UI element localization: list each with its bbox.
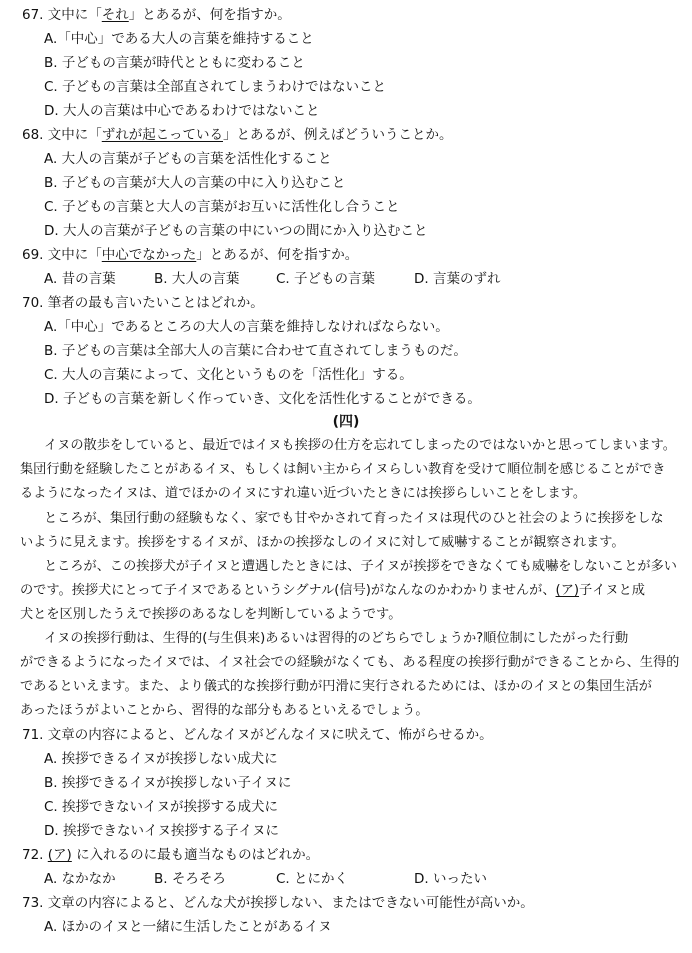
underlined-term: 中心でなかった <box>101 247 197 263</box>
question-text: 69. 文中に「 <box>22 247 102 263</box>
option: C. とにかく <box>276 871 349 887</box>
option: B. 子どもの言葉が時代とともに変わること <box>44 55 305 71</box>
option: A. なかなか <box>44 871 116 887</box>
passage-line: イヌの挨拶行動は、生得的(与生俱来)あるいは習得的のどちらでしょうか?順位制にしたがった行動 <box>44 631 629 646</box>
option: B. 子どもの言葉が大人の言葉の中に入り込むこと <box>44 175 346 191</box>
option: A. 挨拶できるイヌが挨拶しない成犬に <box>44 751 278 767</box>
passage-line: あったほうがよいことから、習得的な部分もあるといえるでしょう。 <box>20 703 429 718</box>
option-row <box>44 870 487 888</box>
option: D. 子どもの言葉を新しく作っていき、文化を活性化することができる。 <box>44 391 481 407</box>
option: B. 挨拶できるイヌが挨拶しない子イヌに <box>44 775 292 791</box>
question-text: に入れるのに最も適当なものはどれか。 <box>71 847 320 863</box>
option: D. 言葉のずれ <box>414 271 501 287</box>
option: B. そろそろ <box>154 871 226 887</box>
passage-line: ができるようになったイヌでは、イヌ社会での経験がなくても、ある程度の挨拶行動ができることから、生得的 <box>20 655 680 670</box>
option: A.「中心」である大人の言葉を維持すること <box>44 31 314 47</box>
passage-line: いように見えます。挨拶をするイヌが、ほかの挨拶なしのイヌに対して威嚇することが観察されます。 <box>20 535 625 550</box>
blank-marker: (ア) <box>555 583 580 598</box>
option: A.「中心」であるところの大人の言葉を維持しなければならない。 <box>44 319 449 335</box>
question-text: 」とあるが、例えばどういうことか。 <box>223 127 453 143</box>
option: D. いったい <box>414 871 487 887</box>
question-text: 」とあるが、何を指すか。 <box>196 247 359 263</box>
underlined-term: ずれが起こっている <box>101 127 223 143</box>
question-text: 72. <box>22 847 48 863</box>
option: D. 挨拶できないイヌ挨拶する子イヌに <box>44 823 279 839</box>
passage-line: ところが、集団行動の経験もなく、家でも甘やかされて育ったイヌは現代のひと社会のように挨拶をしな <box>44 511 664 526</box>
question-72 <box>22 846 319 864</box>
option: C. 子どもの言葉 <box>276 271 376 287</box>
option: B. 大人の言葉 <box>154 271 240 287</box>
option: C. 大人の言葉によって、文化というものを「活性化」する。 <box>44 367 413 383</box>
option: C. 子どもの言葉と大人の言葉がお互いに活性化し合うこと <box>44 199 400 215</box>
question-67 <box>22 6 291 24</box>
option: A. ほかのイヌと一緒に生活したことがあるイヌ <box>44 919 332 935</box>
section-title: (四) <box>332 414 360 430</box>
passage-line: るようになったイヌは、道でほかのイヌにすれ違い近づいたときには挨拶らしいことをします。 <box>20 486 587 501</box>
option: D. 大人の言葉は中心であるわけではないこと <box>44 103 320 119</box>
passage-text: のです。挨拶犬にとって子イヌであるというシグナル(信号)がなんなのかわかりませんが、 <box>20 583 556 598</box>
passage-line: 犬とを区別したうえで挨拶のあるなしを判断しているようです。 <box>20 607 402 622</box>
question-70: 70. 筆者の最も言いたいことはどれか。 <box>22 295 264 311</box>
question-73: 73. 文章の内容によると、どんな犬が挨拶しない、またはできない可能性が高いか。 <box>22 895 534 911</box>
option: C. 子どもの言葉は全部直されてしまうわけではないこと <box>44 79 387 95</box>
question-text: 68. 文中に「 <box>22 127 102 143</box>
question-text: 」とあるが、何を指すか。 <box>128 7 291 23</box>
blank-marker: (ア) <box>47 847 72 863</box>
option: C. 挨拶できないイヌが挨拶する成犬に <box>44 799 279 815</box>
underlined-term: それ <box>101 7 129 23</box>
option: D. 大人の言葉が子どもの言葉の中にいつの間にか入り込むこと <box>44 223 428 239</box>
question-69 <box>22 246 358 264</box>
option: B. 子どもの言葉は全部大人の言葉に合わせて直されてしまうものだ。 <box>44 343 467 359</box>
question-71: 71. 文章の内容によると、どんなイヌがどんなイヌに吠えて、怖がらせるか。 <box>22 727 493 743</box>
passage-line: であるといえます。また、より儀式的な挨拶行動が円滑に実行されるためには、ほかのイヌとの集団生活が <box>20 679 652 694</box>
option: A. 昔の言葉 <box>44 271 116 287</box>
option-row <box>44 270 500 288</box>
passage-text: 子イヌと成 <box>579 583 645 598</box>
passage-line: イヌの散歩をしていると、最近ではイヌも挨拶の仕方を忘れてしまったのではないかと思ってしまいます。 <box>44 438 676 453</box>
passage-line <box>20 582 645 600</box>
option: A. 大人の言葉が子どもの言葉を活性化すること <box>44 151 332 167</box>
passage-line: ところが、この挨拶犬が子イヌと遭遇したときには、子イヌが挨拶をできなくても威嚇をしないことが多い <box>44 559 677 574</box>
question-68 <box>22 126 453 144</box>
question-text: 67. 文中に「 <box>22 7 102 23</box>
passage-line: 集団行動を経験したことがあるイヌ、もしくは飼い主からイヌらしい教育を受けて順位制を感じることができ <box>20 462 666 477</box>
